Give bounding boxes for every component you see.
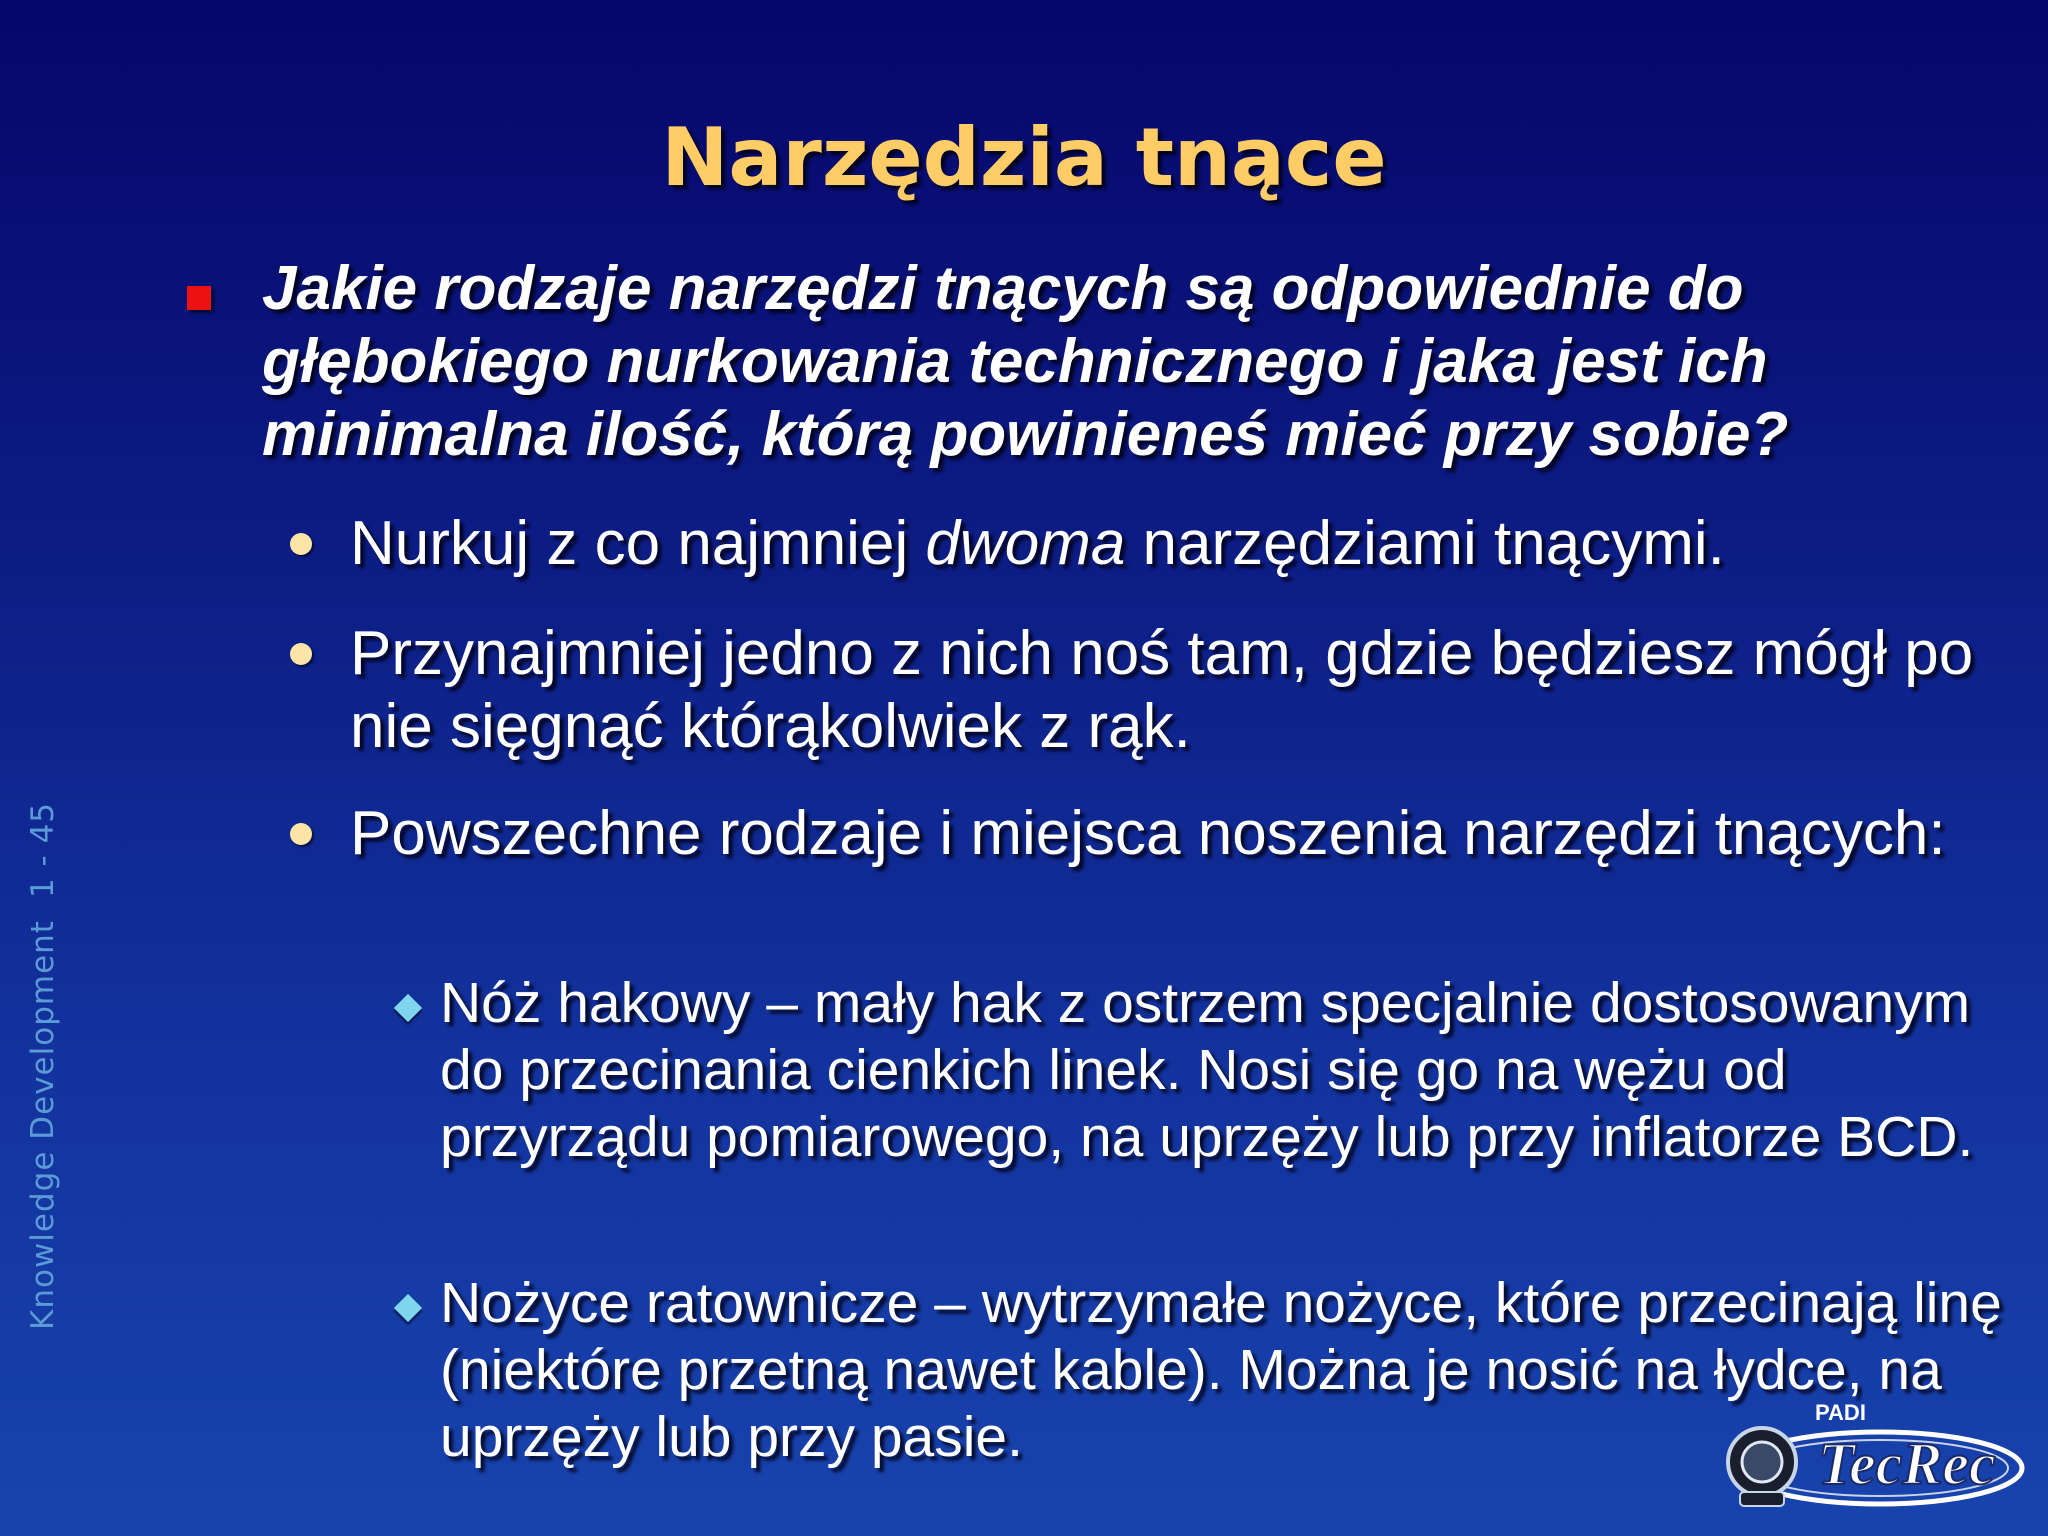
side-label-prefix: Knowledge Development xyxy=(25,920,61,1330)
round-bullet-icon xyxy=(290,823,312,845)
diver-helmet-icon xyxy=(1700,1396,2030,1516)
logo-tecrec-text: TecRec xyxy=(1818,1431,1996,1497)
bullet-reach-either-hand: Przynajmniej jedno z nich noś tam, gdzie będziesz mógł po nie sięgnąć którąkolwiek z rąk. xyxy=(350,619,1974,761)
side-label-number: 1 - 45 xyxy=(25,801,61,899)
bullet-common-types: Powszechne rodzaje i miejsca noszenia narzędzi tnących: xyxy=(350,799,1946,868)
diamond-bullet-icon xyxy=(394,994,422,1022)
diamond-bullet-icon xyxy=(394,1294,422,1322)
side-label xyxy=(25,802,61,1330)
main-question: Jakie rodzaje narzędzi tnących są odpowiednie do głębokiego nurkowania technicznego i jaka jest ich minimalna ilość, którą powinieneś mieć przy sobie? xyxy=(262,254,1789,469)
sub-bullet-hook-knife: Nóż hakowy – mały hak z ostrzem specjalnie dostosowanym do przecinania cienkich linek. Nosi się go na wężu od przyrządu pomiarowego, na uprzęży lub przy inflatorze BCD. xyxy=(440,971,1974,1169)
padi-tecrec-logo xyxy=(1700,1396,2030,1516)
round-bullet-icon xyxy=(290,533,312,555)
bullet-two-tools xyxy=(350,507,2010,580)
slide-title: Narzędzia tnące xyxy=(661,111,1387,204)
sub-bullet-rescue-shears: Nożyce ratownicze – wytrzymałe nożyce, które przecinają linę (niektóre przetną nawet kable). Można je nosić na łydce, na uprzęży lub przy pasie. xyxy=(440,1271,2002,1469)
bullet-two-tools-after: narzędziami tnącymi. xyxy=(1125,509,1725,578)
logo-padi-text: PADI xyxy=(1815,1400,1866,1425)
bullet-two-tools-before: Nurkuj z co najmniej xyxy=(350,509,926,578)
bullet-two-tools-emphasis: dwoma xyxy=(925,509,1126,578)
square-bullet-icon xyxy=(187,286,211,310)
round-bullet-icon xyxy=(290,643,312,665)
